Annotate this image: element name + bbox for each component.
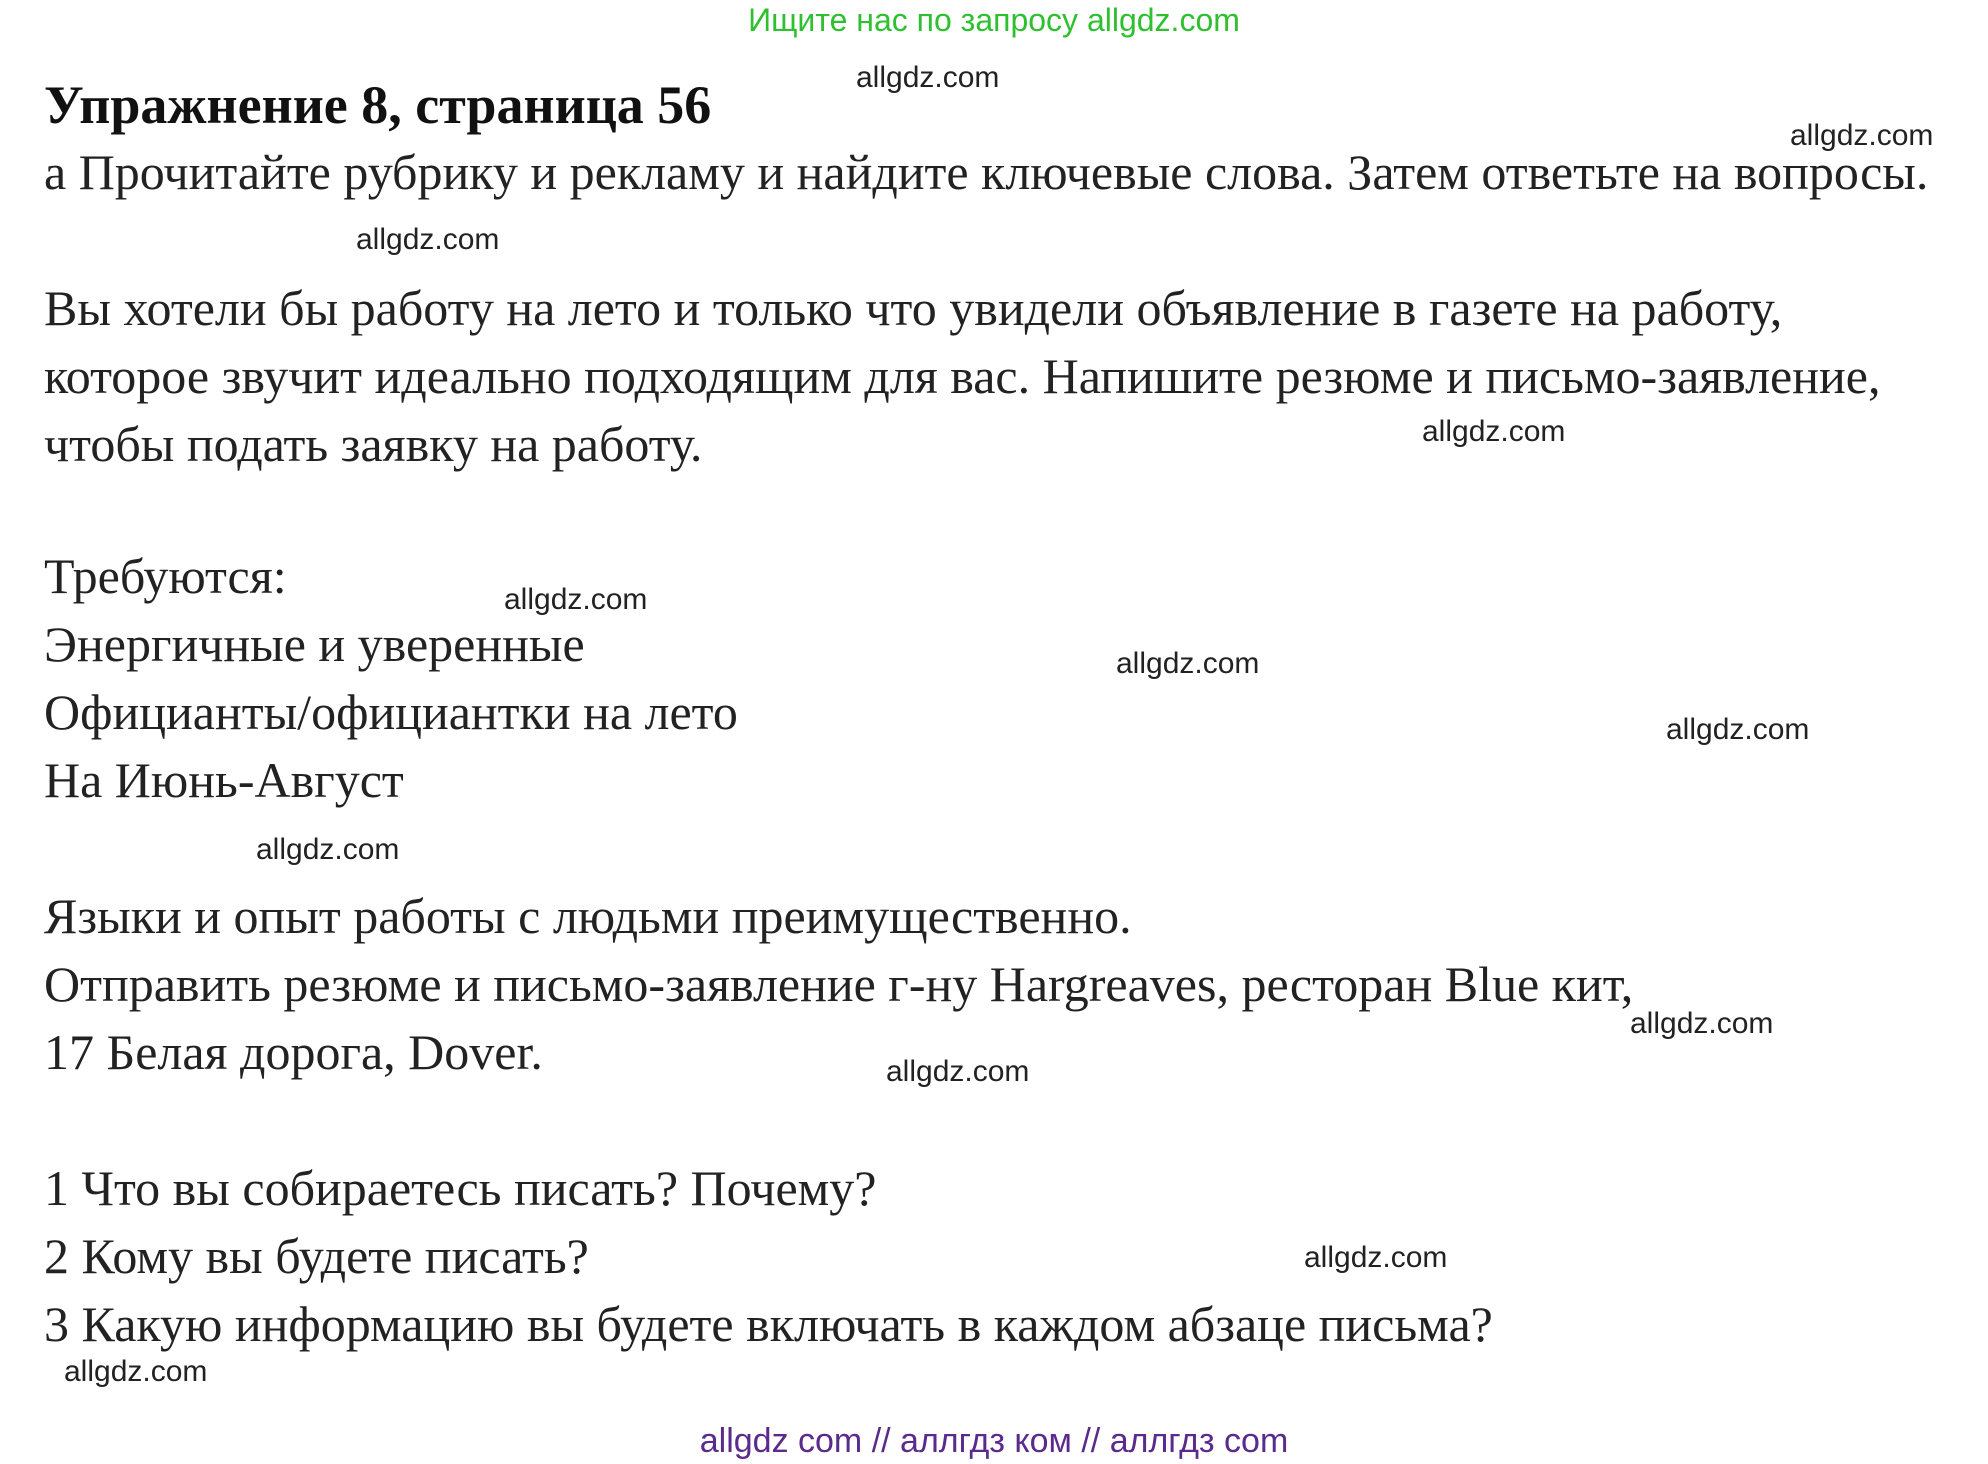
details-line-1: Языки и опыт работы с людьми преимущественно. — [44, 888, 1132, 944]
watermark: allgdz.com — [886, 1055, 1030, 1088]
watermark: allgdz.com — [504, 583, 648, 616]
question-item: 1 Что вы собираетесь писать? Почему? — [44, 1160, 877, 1216]
watermark: allgdz.com — [356, 223, 500, 256]
task-description: Вы хотели бы работу на лето и только что увидели объявление в газете на работу, которое звучит идеально подходящим для вас. Напишите резюме и письмо-заявление, чтобы подать заявку на работу. — [44, 280, 1881, 472]
watermark: allgdz.com — [64, 1355, 208, 1388]
ad-line-1: Энергичные и уверенные — [44, 616, 585, 672]
exercise-instruction: а Прочитайте рубрику и рекламу и найдите ключевые слова. Затем ответьте на вопросы. — [44, 144, 1929, 200]
watermark: allgdz.com — [1422, 415, 1566, 448]
footer-links: allgdz com // аллгдз ком // аллгдз com — [699, 1422, 1289, 1460]
watermark: allgdz.com — [1666, 713, 1810, 746]
question-item: 2 Кому вы будете писать? — [44, 1228, 589, 1284]
page-title: Упражнение 8, страница 56 — [44, 75, 712, 135]
watermark: allgdz.com — [1304, 1241, 1448, 1274]
watermark: allgdz.com — [1630, 1007, 1774, 1040]
watermark: allgdz.com — [256, 833, 400, 866]
watermark: allgdz.com — [1116, 647, 1260, 680]
watermark: allgdz.com — [1790, 119, 1934, 152]
details-line-3: 17 Белая дорога, Dover. — [44, 1024, 543, 1080]
watermark: allgdz.com — [856, 61, 1000, 94]
ad-line-2: Официанты/официантки на лето — [44, 684, 738, 740]
details-line-2: Отправить резюме и письмо-заявление г-ну Hargreaves, ресторан Blue кит, — [44, 956, 1634, 1012]
question-item: 3 Какую информацию вы будете включать в каждом абзаце письма? — [44, 1296, 1493, 1352]
ad-line-3: На Июнь-Август — [44, 752, 404, 808]
top-banner: Ищите нас по запросу allgdz.com — [748, 2, 1240, 38]
ad-heading: Требуются: — [44, 548, 287, 604]
